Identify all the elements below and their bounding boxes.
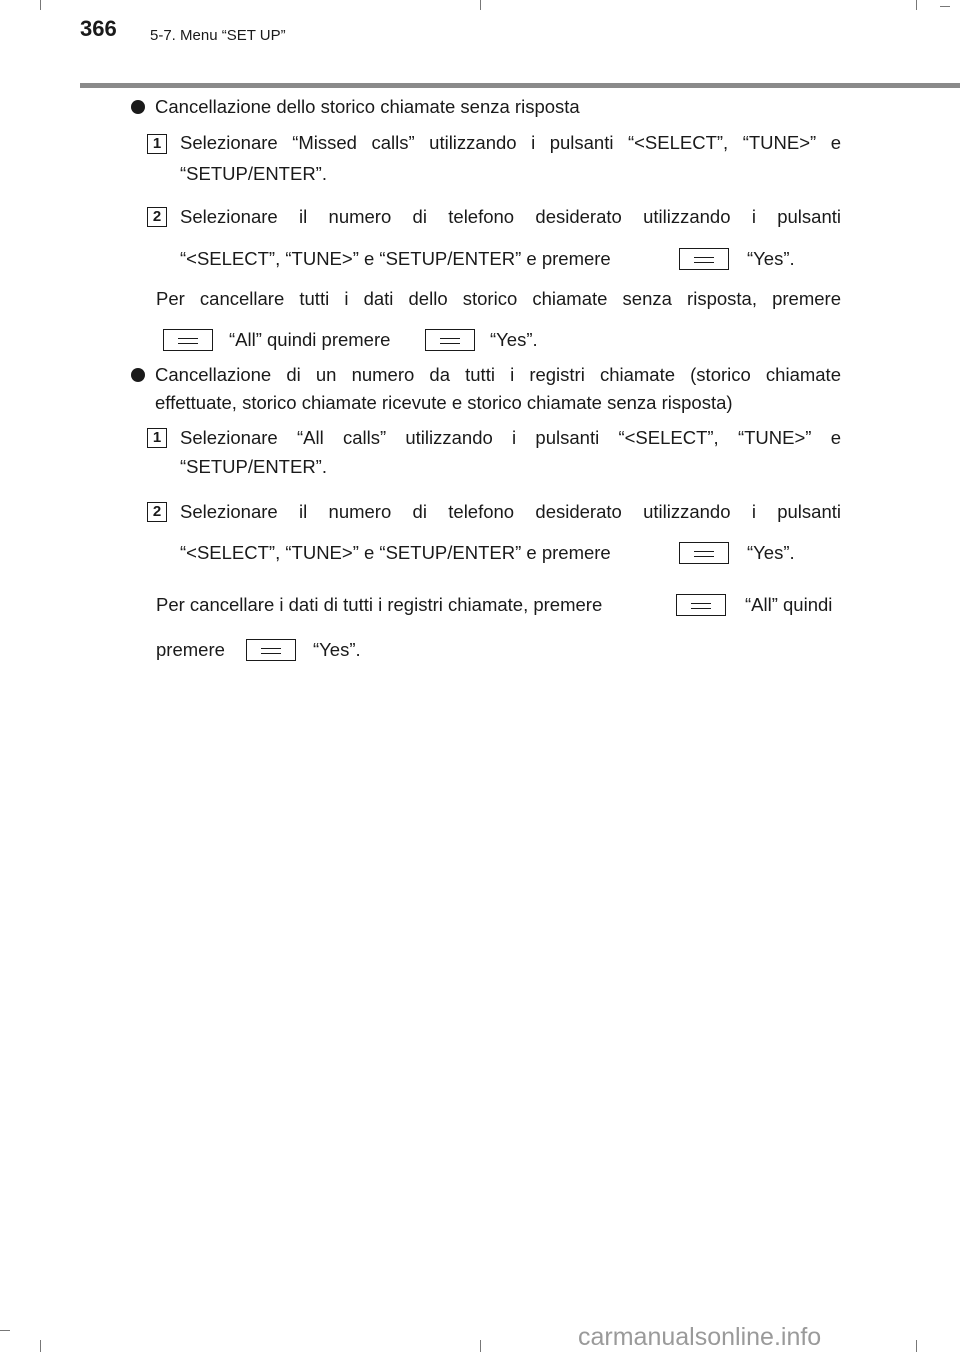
step-text: “SETUP/ENTER”.: [180, 163, 327, 184]
page-number: 366: [80, 16, 117, 41]
step-text: Selezionare il numero di telefono desiderato utilizzando i pulsanti: [180, 206, 841, 227]
crop-mark: [0, 1330, 10, 1331]
step-text: “SETUP/ENTER”.: [180, 456, 327, 477]
note-text: “All” quindi premere: [229, 329, 391, 350]
step-number-box: 2: [147, 207, 167, 227]
note-text: Per cancellare i dati di tutti i registri chiamate, premere: [156, 594, 603, 615]
section-heading: Cancellazione di un numero da tutti i registri chiamate (storico chiamate: [155, 364, 841, 385]
note-text: premere: [156, 639, 225, 660]
crop-mark: [40, 0, 41, 10]
step-number-box: 1: [147, 428, 167, 448]
phone-button-icon: [425, 329, 475, 351]
section-heading: effettuate, storico chiamate ricevute e storico chiamate senza risposta): [155, 392, 733, 413]
step-number-box: 1: [147, 134, 167, 154]
phone-button-icon: [676, 594, 726, 616]
crop-mark: [916, 1340, 917, 1352]
crop-mark: [916, 0, 917, 10]
step-text: “Yes”.: [747, 248, 795, 269]
header-rule: [80, 83, 960, 88]
phone-button-icon: [246, 639, 296, 661]
step-text: “<SELECT”, “TUNE>” e “SETUP/ENTER” e premere: [180, 542, 611, 563]
step-text: Selezionare “Missed calls” utilizzando i pulsanti “<SELECT”, “TUNE>” e: [180, 132, 841, 153]
crop-mark: [480, 1340, 481, 1352]
step-number-box: 2: [147, 502, 167, 522]
bullet-dot-icon: [131, 368, 145, 382]
bullet-dot-icon: [131, 100, 145, 114]
step-text: “Yes”.: [747, 542, 795, 563]
crop-mark: [940, 6, 950, 7]
crop-mark: [480, 0, 481, 10]
phone-button-icon: [679, 248, 729, 270]
phone-button-icon: [679, 542, 729, 564]
step-text: “<SELECT”, “TUNE>” e “SETUP/ENTER” e premere: [180, 248, 611, 269]
note-text: “All” quindi: [745, 594, 833, 615]
note-text: Per cancellare tutti i dati dello storico chiamate senza risposta, premere: [156, 288, 841, 309]
section-heading: Cancellazione dello storico chiamate senza risposta: [155, 96, 580, 117]
note-text: “Yes”.: [490, 329, 538, 350]
note-text: “Yes”.: [313, 639, 361, 660]
section-title: 5-7. Menu “SET UP”: [150, 27, 286, 44]
watermark: carmanualsonline.info: [578, 1323, 822, 1351]
step-text: Selezionare “All calls” utilizzando i pulsanti “<SELECT”, “TUNE>” e: [180, 427, 841, 448]
phone-button-icon: [163, 329, 213, 351]
step-text: Selezionare il numero di telefono desiderato utilizzando i pulsanti: [180, 501, 841, 522]
crop-mark: [40, 1340, 41, 1352]
